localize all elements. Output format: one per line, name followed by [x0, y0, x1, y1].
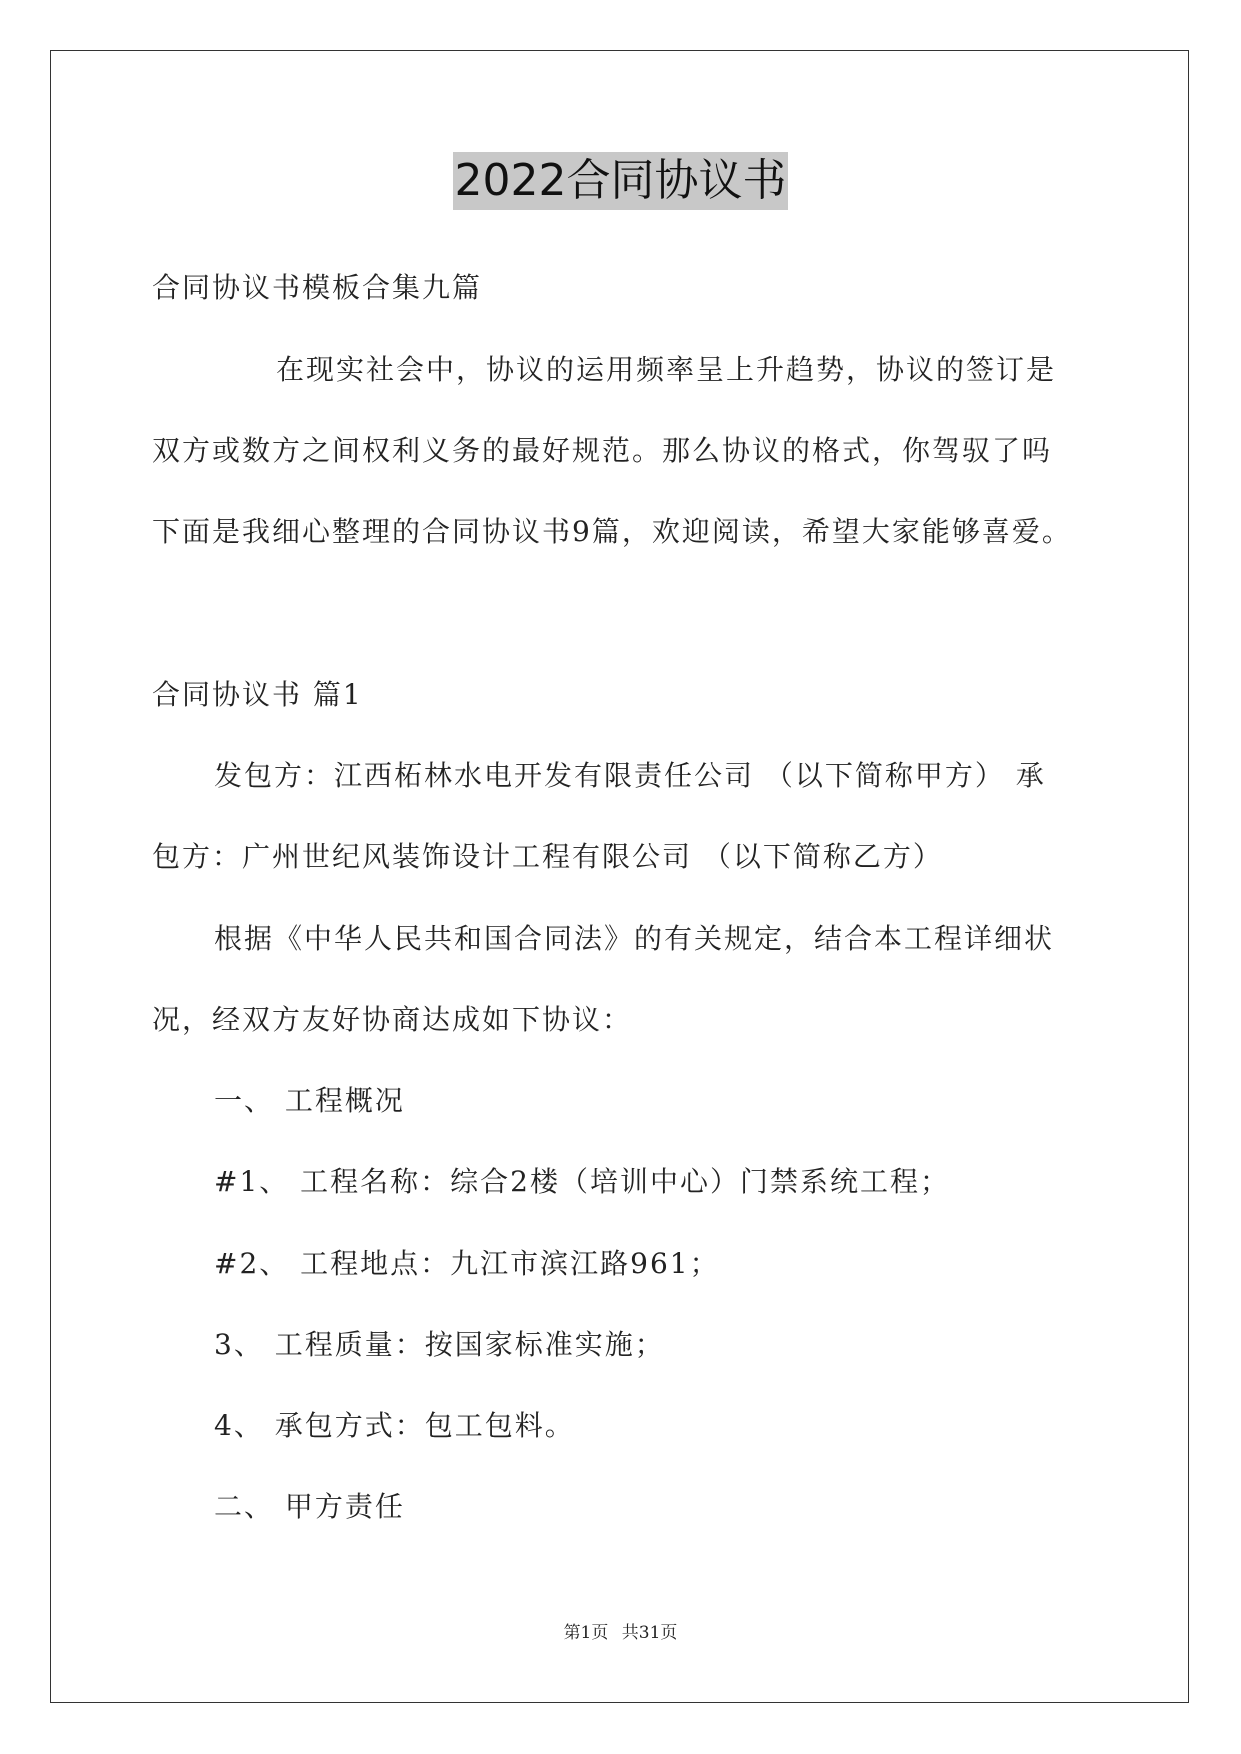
- clause-item-4: 4、 承包方式：包工包料。: [214, 1409, 575, 1442]
- clause-item-2: #2、 工程地点：九江市滨江路961；: [214, 1247, 720, 1280]
- intro-line-3: 下面是我细心整理的合同协议书9篇，欢迎阅读，希望大家能够喜爱。: [152, 515, 1072, 548]
- section-heading: 合同协议书 篇1: [152, 678, 363, 711]
- page-footer: [0, 1622, 1241, 1644]
- page-total: 共31页: [621, 1623, 678, 1643]
- clause-item-1: #1、 工程名称：综合2楼（培训中心）门禁系统工程；: [214, 1165, 950, 1198]
- intro-line-1: 在现实社会中，协议的运用频率呈上升趋势，协议的签订是: [276, 353, 1057, 386]
- title-container: [0, 152, 1241, 210]
- clause-heading-1: 一、 工程概况: [214, 1084, 405, 1117]
- basis-line-1: 根据《中华人民共和国合同法》的有关规定，结合本工程详细状: [214, 922, 1055, 955]
- page-number: 第1页: [563, 1623, 609, 1643]
- subtitle-line: 合同协议书模板合集九篇: [152, 271, 483, 304]
- document-title: 2022合同协议书: [453, 152, 789, 210]
- party-line-1: 发包方：江西柘林水电开发有限责任公司 （以下简称甲方） 承: [214, 759, 1046, 792]
- party-line-2: 包方：广州世纪风装饰设计工程有限公司 （以下简称乙方）: [152, 840, 943, 873]
- clause-heading-2: 二、 甲方责任: [214, 1490, 405, 1523]
- clause-item-3: 3、 工程质量：按国家标准实施；: [214, 1328, 665, 1361]
- basis-line-2: 况，经双方友好协商达成如下协议：: [152, 1003, 633, 1036]
- intro-line-2: 双方或数方之间权利义务的最好规范。那么协议的格式，你驾驭了吗: [152, 434, 1053, 467]
